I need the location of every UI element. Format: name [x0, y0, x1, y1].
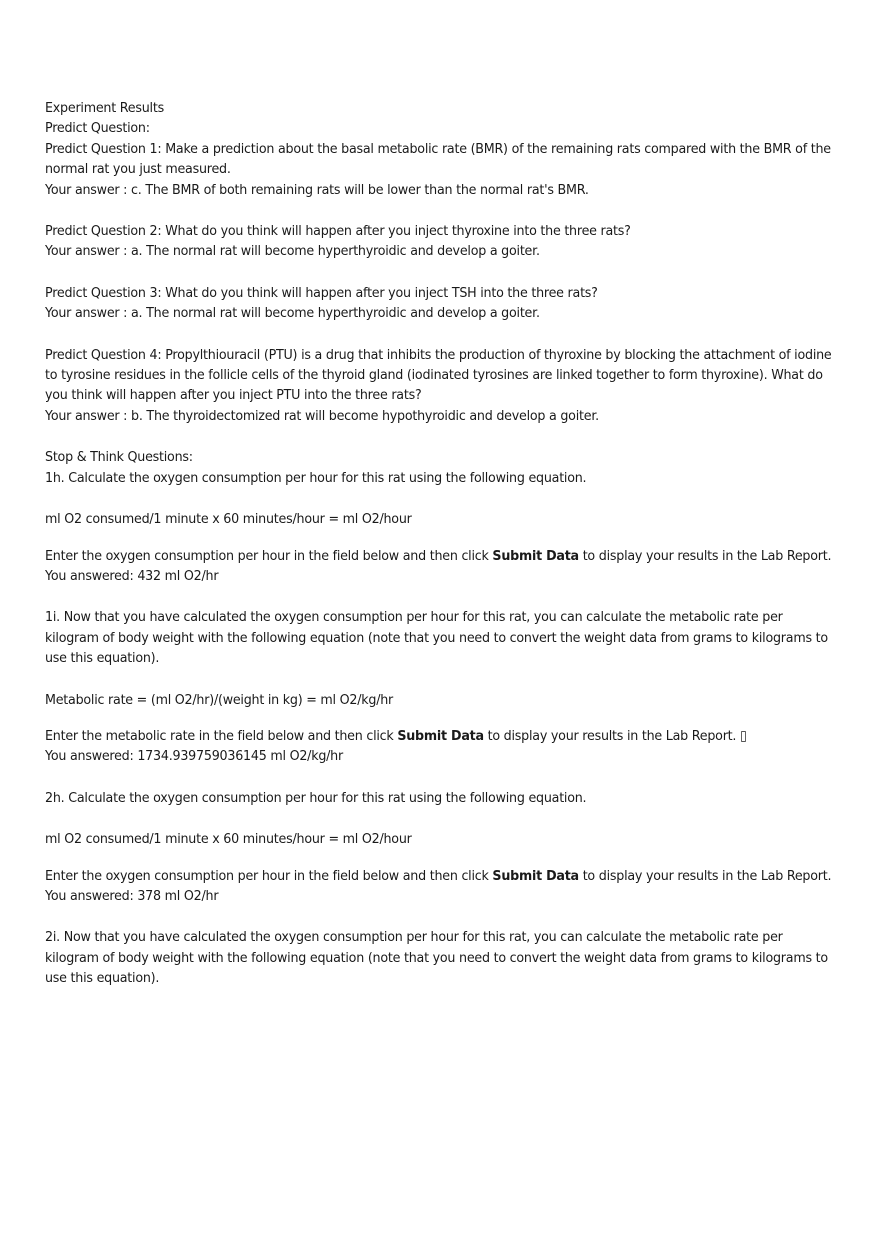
spacer [45, 262, 835, 283]
q1i-instruction-before: Enter the metabolic rate in the field below and then click [45, 727, 398, 744]
q2h-prompt: 2h. Calculate the oxygen consumption per hour for this rat using the following equation. [45, 789, 587, 806]
stop-think-heading: Stop & Think Questions: [45, 449, 193, 466]
predict-question-2: Predict Question 2: What do you think will happen after you inject thyroxine into the three rats? [45, 223, 631, 240]
spacer [45, 530, 835, 546]
document-page [45, 98, 835, 989]
predict-answer-2: Your answer : a. The normal rat will become hyperthyroidic and develop a goiter. [45, 243, 540, 260]
q1i-equation: Metabolic rate = (ml O2/hr)/(weight in kg) = ml O2/kg/hr [45, 691, 394, 708]
predict-question-1: Predict Question 1: Make a prediction about the basal metabolic rate (BMR) of the remaining rats compared with the BMR of the normal rat you just measured. [45, 140, 831, 178]
q2h-equation: ml O2 consumed/1 minute x 60 minutes/hour = ml O2/hour [45, 831, 412, 848]
q2h-instruction-after: to display your results in the Lab Report. [578, 867, 832, 884]
q1i-instruction [45, 726, 835, 746]
spacer [45, 850, 835, 866]
document-title: Experiment Results [45, 100, 164, 116]
q2i-prompt: 2i. Now that you have calculated the oxygen consumption per hour for this rat, you can calculate the metabolic rate per kilogram of body weight with the following equation (note that you need to convert the weight data from grams to kilograms to use this equation). [45, 929, 828, 987]
spacer [45, 906, 835, 927]
spacer [45, 324, 835, 345]
spacer [45, 586, 835, 607]
q2h-answer: You answered: 378 ml O2/hr [45, 887, 219, 904]
q2h-submit-label: Submit Data [492, 867, 579, 884]
q1h-prompt: 1h. Calculate the oxygen consumption per hour for this rat using the following equation. [45, 469, 587, 486]
q1h-instruction-after: to display your results in the Lab Report. [578, 547, 832, 564]
q2h-instruction [45, 866, 835, 886]
predict-heading: Predict Question: [45, 120, 150, 137]
q1h-submit-label: Submit Data [492, 547, 579, 564]
q1i-answer: You answered: 1734.939759036145 ml O2/kg/hr [45, 748, 343, 765]
q1h-answer: You answered: 432 ml O2/hr [45, 567, 219, 584]
spacer [45, 767, 835, 788]
spacer [45, 426, 835, 447]
q1i-instruction-after: to display your results in the Lab Report. ▯ [483, 727, 747, 744]
predict-answer-4: Your answer : b. The thyroidectomized rat will become hypothyroidic and develop a goiter. [45, 407, 599, 424]
q1h-instruction [45, 546, 835, 566]
predict-answer-1: Your answer : c. The BMR of both remaining rats will be lower than the normal rat's BMR. [45, 181, 589, 198]
predict-question-4: Predict Question 4: Propylthiouracil (PTU) is a drug that inhibits the production of thyroxine by blocking the attachment of iodine to tyrosine residues in the follicle cells of the thyroid gland (iodinated tyrosines are linked together to form thyroxine). What do you think will happen after you inject PTU into the three rats? [45, 346, 832, 404]
predict-question-3: Predict Question 3: What do you think will happen after you inject TSH into the three rats? [45, 284, 598, 301]
spacer [45, 488, 835, 509]
q1h-instruction-before: Enter the oxygen consumption per hour in the field below and then click [45, 547, 493, 564]
q1i-prompt: 1i. Now that you have calculated the oxygen consumption per hour for this rat, you can calculate the metabolic rate per kilogram of body weight with the following equation (note that you need to convert the weight data from grams to kilograms to use this equation). [45, 609, 828, 667]
q2h-instruction-before: Enter the oxygen consumption per hour in the field below and then click [45, 867, 493, 884]
q1h-equation: ml O2 consumed/1 minute x 60 minutes/hour = ml O2/hour [45, 511, 412, 528]
spacer [45, 200, 835, 221]
q1i-submit-label: Submit Data [397, 727, 484, 744]
spacer [45, 710, 835, 726]
spacer [45, 669, 835, 690]
predict-answer-3: Your answer : a. The normal rat will become hyperthyroidic and develop a goiter. [45, 305, 540, 322]
spacer [45, 808, 835, 829]
